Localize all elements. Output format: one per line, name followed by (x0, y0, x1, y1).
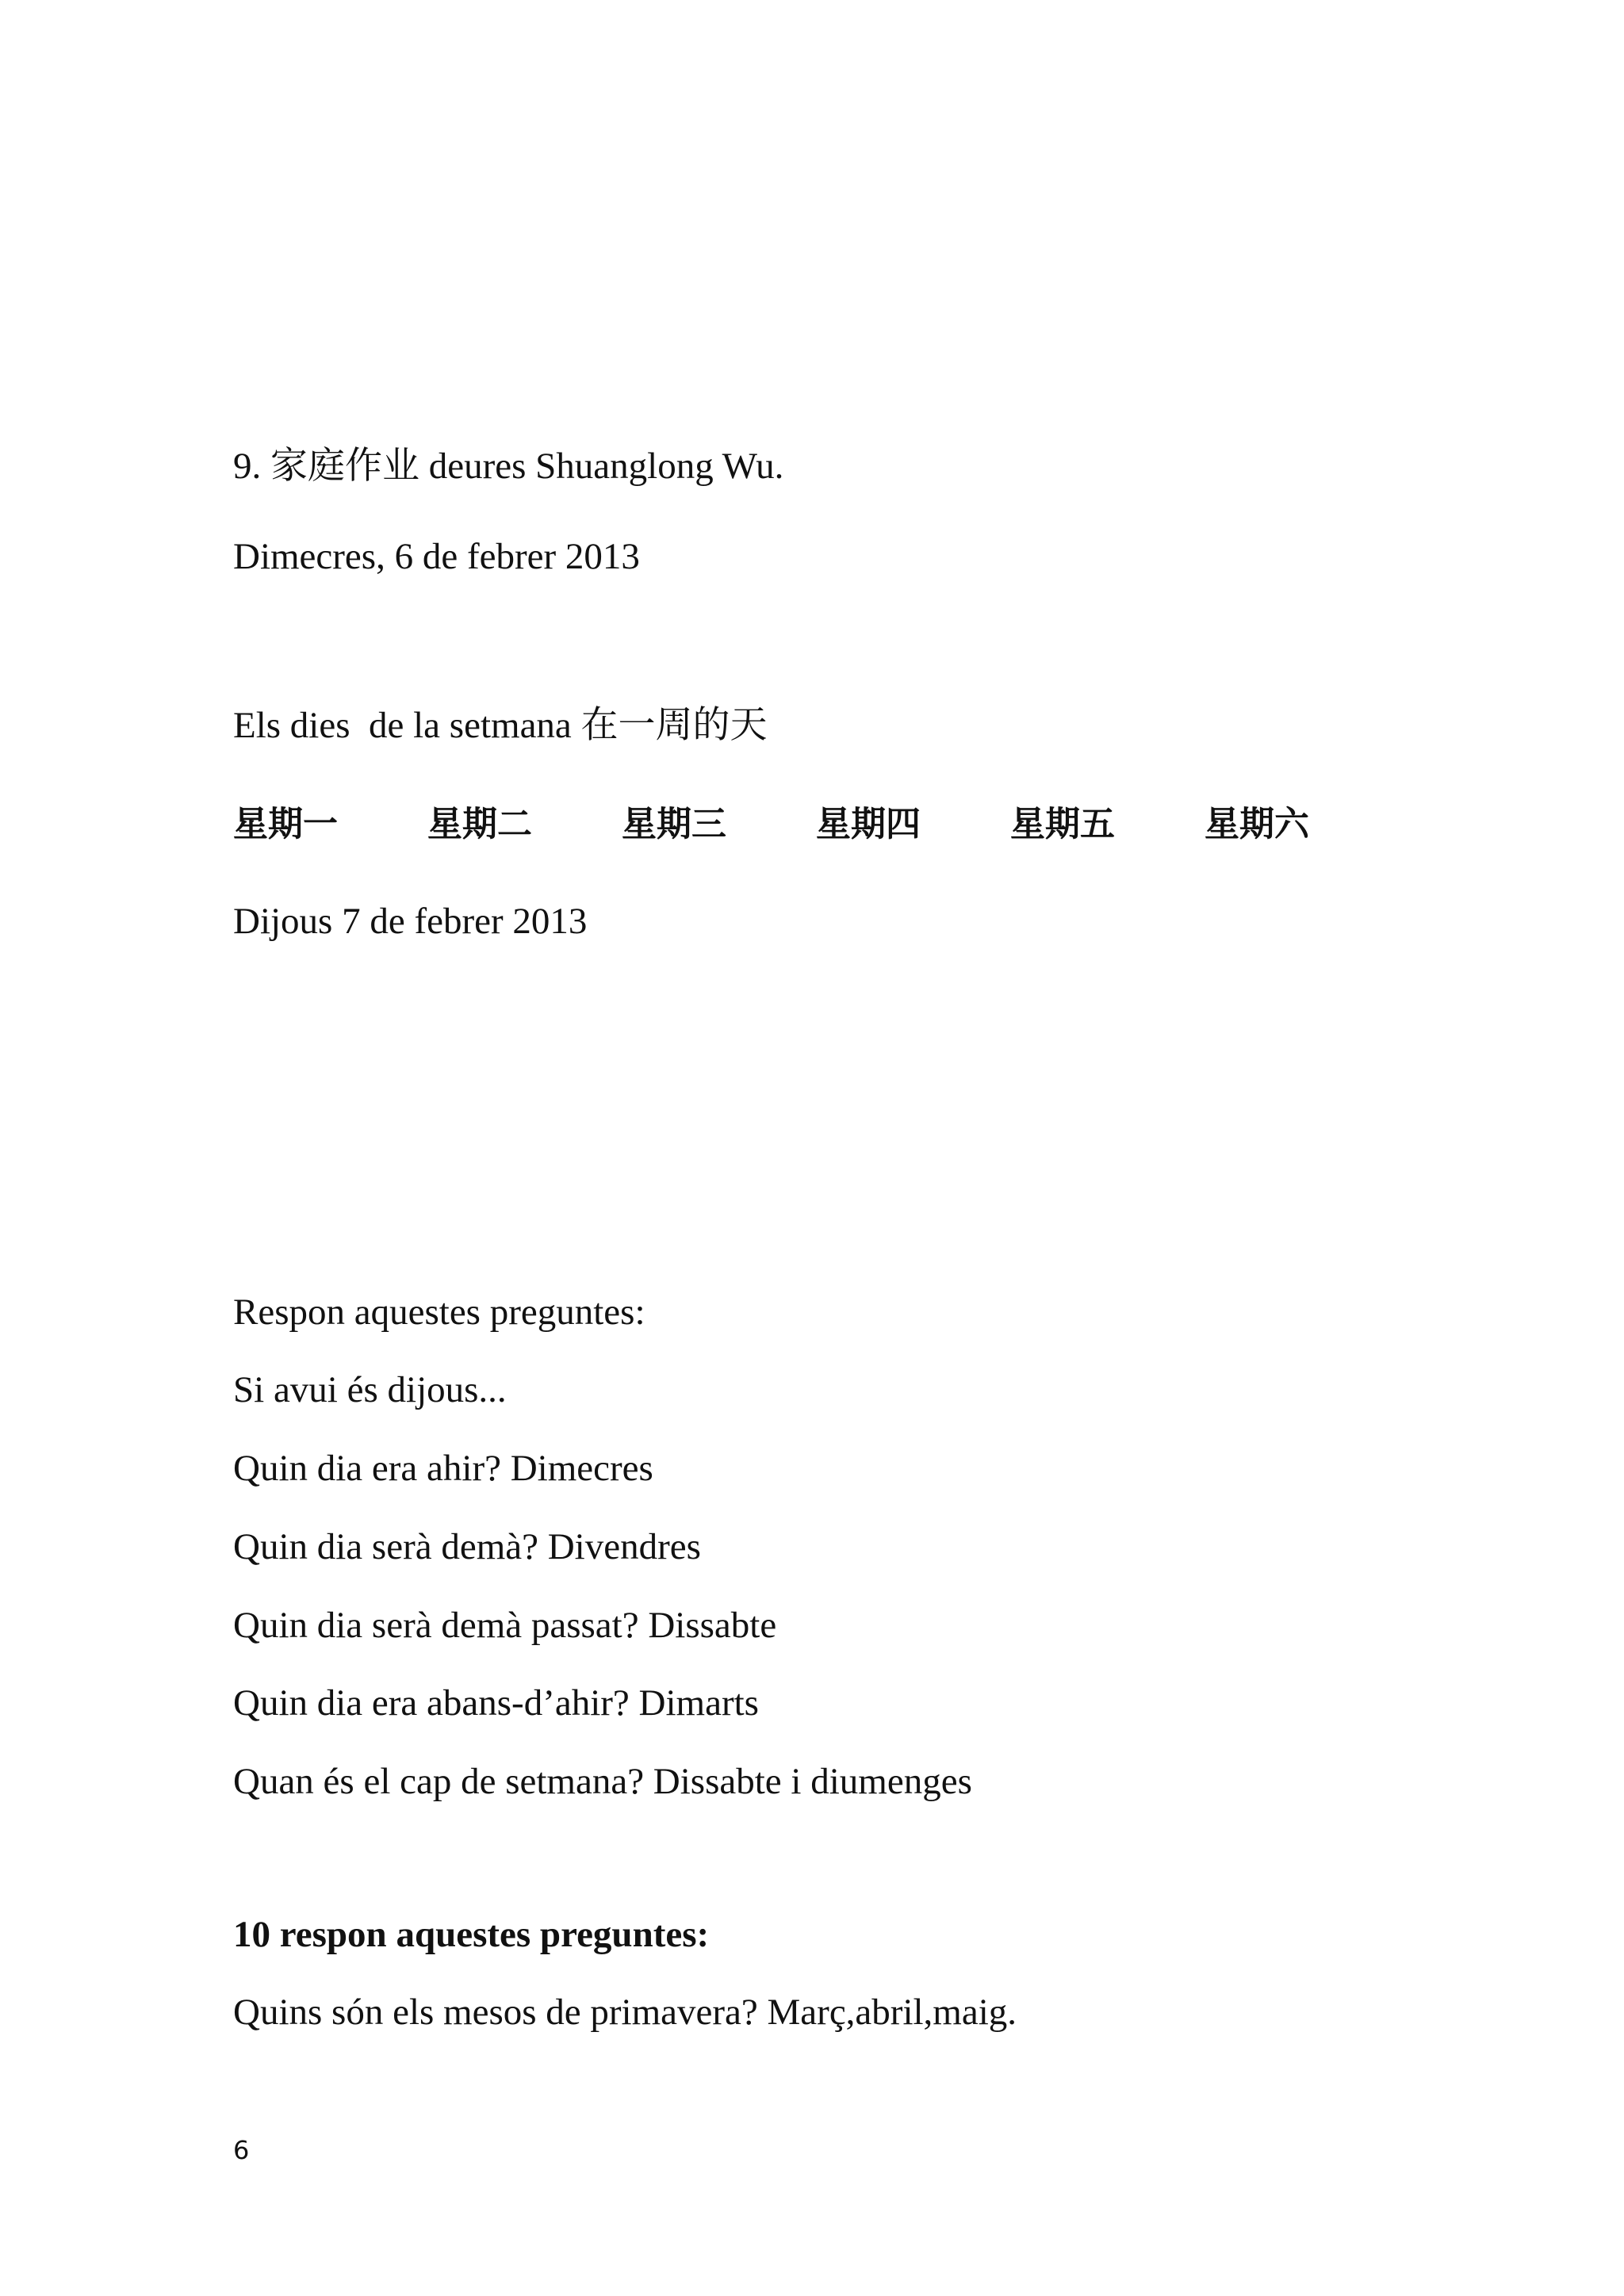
weekday-3: 星期三 (622, 804, 726, 844)
questions-premise: Si avui és dijous... (233, 1369, 507, 1410)
homework-title: 9. 家庭作业 deures Shuanglong Wu. (233, 446, 784, 487)
weekday-2: 星期二 (427, 804, 532, 844)
question-item: Quin dia serà demà passat? Dissabte (233, 1605, 777, 1646)
question-item: Quin dia era abans-d’ahir? Dimarts (233, 1682, 759, 1724)
weekday-6: 星期六 (1205, 804, 1309, 844)
weekday-5: 星期五 (1010, 804, 1115, 844)
weekdays-heading: Els dies de la setmana 在一周的天 (233, 705, 768, 746)
question-item: Quin dia era ahir? Dimecres (233, 1448, 653, 1489)
question-item: Quan és el cap de setmana? Dissabte i diumenges (233, 1761, 972, 1802)
question-item: Quin dia serà demà? Divendres (233, 1526, 701, 1567)
weekdays-row (233, 801, 1423, 848)
section10-heading: 10 respon aquestes preguntes: (233, 1914, 710, 1955)
section10-item: Quins són els mesos de primavera? Març,abril,maig. (233, 1992, 1017, 2033)
weekday-4: 星期四 (816, 804, 921, 844)
weekday-1: 星期一 (233, 804, 338, 844)
date-wednesday: Dimecres, 6 de febrer 2013 (233, 536, 640, 577)
page-number: 6 (233, 2135, 250, 2165)
date-thursday: Dijous 7 de febrer 2013 (233, 901, 588, 942)
questions-intro: Respon aquestes preguntes: (233, 1292, 645, 1333)
